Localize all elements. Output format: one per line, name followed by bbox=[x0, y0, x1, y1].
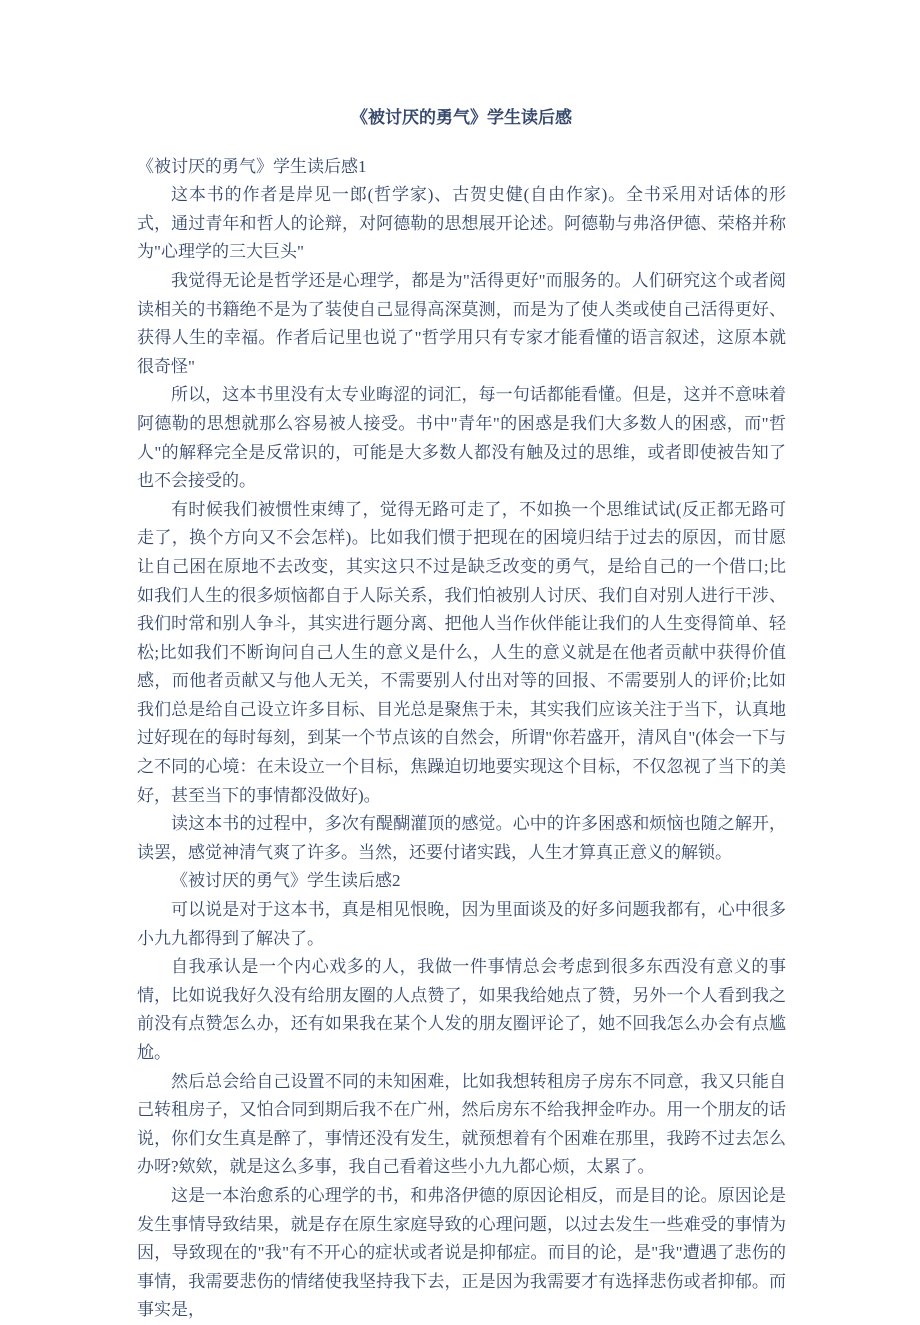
essay-1-para-4: 有时候我们被惯性束缚了，觉得无路可走了，不如换一个思维试试(反正都无路可走了，换个方向又不会怎样)。比如我们惯于把现在的困境归结于过去的原因，而甘愿让自己困在原地不去改变，其实这只不过是缺乏改变的勇气，是给自己的一个借口;比如我们人生的很多烦恼都自于人际关系，我们怕被别人讨厌、我们自对别人进行干涉、我们时常和别人争斗，其实进行题分离、把他人当作伙伴能让我们的人生变得简单、轻松;比如我们不断询问自己人生的意义是什么，人生的意义就是在他者贡献中获得价值感，而他者贡献又与他人无关，不需要别人付出对等的回报、不需要别人的评价;比如我们总是给自己设立许多目标、目光总是聚焦于未，其实我们应该关注于当下，认真地过好现在的每时每刻，到某一个节点该的自然会，所谓"你若盛开，清风自"(体会一下与之不同的心境：在未设立一个目标，焦躁迫切地要实现这个目标，不仅忽视了当下的美好，甚至当下的事情都没做好)。 bbox=[137, 499, 786, 805]
essay-1-para-3: 所以，这本书里没有太专业晦涩的词汇，每一句话都能看懂。但是，这并不意味着阿德勒的思想就那么容易被人接受。书中"青年"的困惑是我们大多数人的困惑，而"哲人"的解释完全是反常识的，可能是大多数人都没有触及过的思维，或者即使被告知了也不会接受的。 bbox=[137, 385, 786, 491]
essay-2-heading: 《被讨厌的勇气》学生读后感2 bbox=[171, 871, 401, 891]
essay-1-para-5: 读这本书的过程中，多次有醍醐灌顶的感觉。心中的许多困惑和烦恼也随之解开，读罢，感觉神清气爽了许多。当然，还要付诸实践，人生才算真正意义的解锁。 bbox=[137, 814, 786, 862]
essay-1-para-2: 我觉得无论是哲学还是心理学，都是为"活得更好"而服务的。人们研究这个或者阅读相关的书籍绝不是为了装使自己显得高深莫测，而是为了使人类或使自己活得更好、获得人生的幸福。作者后记里也说了"哲学用只有专家才能看懂的语言叙述，这原本就很奇怪" bbox=[137, 270, 786, 376]
essay-1-para-1: 这本书的作者是岸见一郎(哲学家)、古贺史健(自由作家)。全书采用对话体的形式，通过青年和哲人的论辩，对阿德勒的思想展开论述。阿德勒与弗洛伊德、荣格并称为"心理学的三大巨头" bbox=[137, 185, 786, 262]
essay-1-heading: 《被讨厌的勇气》学生读后感1 bbox=[137, 156, 367, 176]
document-body bbox=[137, 153, 786, 1325]
essay-2-para-1: 可以说是对于这本书，真是相见恨晚，因为里面谈及的好多问题我都有，心中很多小九九都得到了解决了。 bbox=[137, 900, 786, 948]
essay-2-para-2: 自我承认是一个内心戏多的人，我做一件事情总会考虑到很多东西没有意义的事情，比如说我好久没有给朋友圈的人点赞了，如果我给她点了赞，另外一个人看到我之前没有点赞怎么办，还有如果我在某个人发的朋友圈评论了，她不回我怎么办会有点尴尬。 bbox=[137, 957, 786, 1062]
document-title: 《被讨厌的勇气》学生读后感 bbox=[351, 108, 572, 127]
essay-2-para-4: 这是一本治愈系的心理学的书，和弗洛伊德的原因论相反，而是目的论。原因论是发生事情导致结果，就是存在原生家庭导致的心理问题，以过去发生一些难受的事情为因，导致现在的"我"有不开心的症状或者说是抑郁症。而目的论，是"我"遭遇了悲伤的事情，我需要悲伤的情绪使我坚持我下去，正是因为我需要才有选择悲伤或者抑郁。而事实是， bbox=[137, 1185, 786, 1320]
essay-2-para-3: 然后总会给自己设置不同的未知困难，比如我想转租房子房东不同意，我又只能自己转租房子，又怕合同到期后我不在广州，然后房东不给我押金咋办。用一个朋友的话说，你们女生真是醉了，事情还没有发生，就预想着有个困难在那里，我跨不过去怎么办呀?欸欸，就是这么多事，我自己看着这些小九九都心烦，太累了。 bbox=[137, 1071, 786, 1177]
